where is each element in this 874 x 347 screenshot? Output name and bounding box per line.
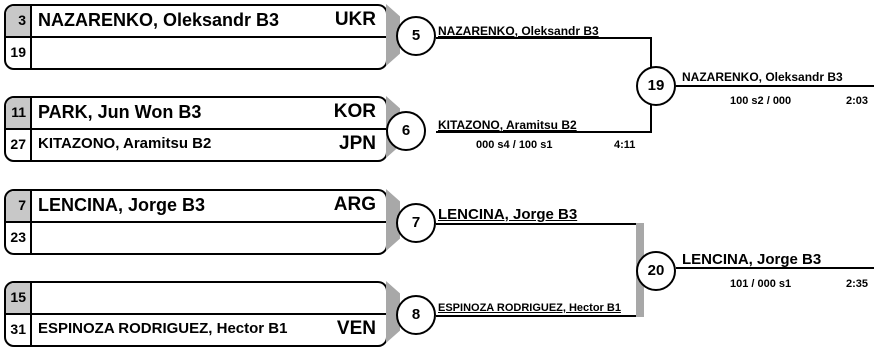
- match-number-badge: 20: [636, 251, 676, 291]
- match-box-7: [4, 189, 388, 255]
- nation-code: KOR: [333, 101, 376, 122]
- round3-winner-name: LENCINA, Jorge B3: [682, 251, 822, 268]
- seed-number: 15: [6, 283, 30, 313]
- player-row: [6, 283, 386, 315]
- bracket-line: [436, 223, 642, 225]
- player-name: PARK, Jun Won B3: [38, 102, 202, 122]
- bracket-line: [436, 315, 642, 317]
- match-box-5: [4, 4, 388, 70]
- match-score: 101 / 000 s1: [730, 278, 792, 290]
- seed-number: 31: [10, 321, 26, 337]
- player-name: LENCINA, Jorge B3: [38, 195, 206, 215]
- seed-number: 11: [6, 98, 30, 128]
- match-time: 2:03: [846, 95, 869, 107]
- player-row: [6, 98, 386, 130]
- seed-divider: [6, 98, 32, 160]
- seed-number: 7: [6, 191, 30, 221]
- seed-divider: [6, 191, 32, 253]
- round2-winner-name: LENCINA, Jorge B3: [438, 206, 578, 223]
- seed-number: 3: [6, 6, 30, 36]
- match-score: 100 s2 / 000: [730, 95, 792, 107]
- player-name: KITAZONO, Aramitsu B2: [38, 135, 212, 152]
- match-number-badge: 7: [396, 203, 436, 243]
- round2-winner-name: ESPINOZA RODRIGUEZ, Hector B1: [438, 302, 621, 314]
- match-box-6: [4, 96, 388, 162]
- player-row: [6, 130, 386, 160]
- bracket-line: [676, 85, 874, 87]
- round3-winner-name: NAZARENKO, Oleksandr B3: [682, 70, 843, 84]
- match-number-badge: 6: [386, 111, 426, 151]
- round2-winner-name: KITAZONO, Aramitsu B2: [438, 118, 577, 132]
- nation-code: VEN: [336, 318, 376, 339]
- player-row: [6, 223, 386, 253]
- match-box-8: [4, 281, 388, 347]
- match-number-badge: 8: [396, 295, 436, 335]
- seed-number: 23: [10, 229, 26, 245]
- nation-code: UKR: [334, 9, 376, 30]
- player-row: [6, 6, 386, 38]
- player-name: NAZARENKO, Oleksandr B3: [38, 10, 280, 30]
- nation-code: JPN: [339, 133, 376, 154]
- nation-code: ARG: [333, 194, 376, 215]
- player-row: [6, 191, 386, 223]
- player-row: [6, 38, 386, 68]
- seed-divider: [6, 283, 32, 345]
- match-time: 2:35: [846, 278, 869, 290]
- round2-winner-name: NAZARENKO, Oleksandr B3: [438, 24, 599, 38]
- match-time: 4:11: [614, 139, 636, 151]
- player-name: ESPINOZA RODRIGUEZ, Hector B1: [38, 320, 288, 337]
- seed-number: 19: [10, 44, 26, 60]
- match-score: 000 s4 / 100 s1: [476, 139, 553, 151]
- match-number-badge: 5: [396, 16, 436, 56]
- match-number-badge: 19: [636, 66, 676, 106]
- seed-number: 27: [10, 136, 26, 152]
- seed-divider: [6, 6, 32, 68]
- player-row: [6, 315, 386, 345]
